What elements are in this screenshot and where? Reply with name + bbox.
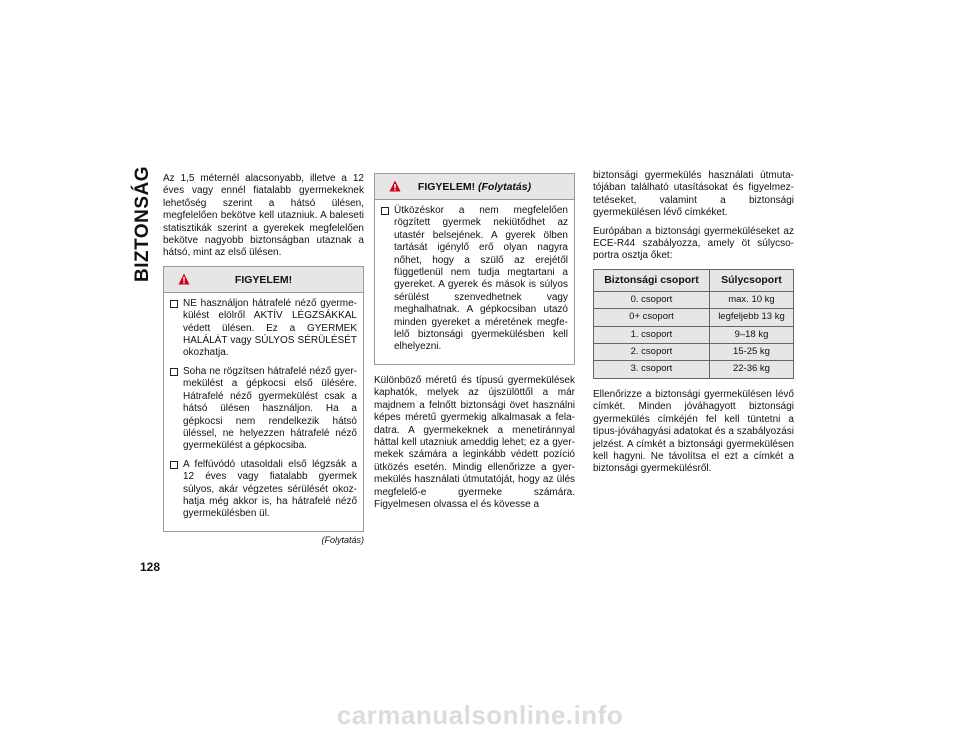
square-bullet-icon [170,368,178,376]
square-bullet-icon [170,300,178,308]
warning-item [381,205,568,354]
warning-item-text: NE használjon hátrafelé néző gyermekülést elölről AKTÍV LÉGZSÁKKAL védett ülésen. Ez a GYERMEK HALÁLÁT vagy SÚLYOS SÉRÜLÉSÉT okozhatja. [183,297,357,359]
warning-title-suffix: (Folytatás) [478,181,532,193]
continued-label: (Folytatás) [321,534,364,545]
page-number: 128 [140,560,161,574]
warning-item-text: Soha ne rögzítsen hátrafelé néző gyermekülést a gépkocsi első ülésére. Hátrafelé néző gyermekülést csak a hátsó ülésen használjon. Ha a gépkocsi nem rendelkezik hátsó üléssel, ne helyezzen hátrafelé néző gyermekülést a gépkocsiba. [183,365,357,452]
table-row [594,326,794,343]
table-header-row [594,269,794,291]
column-1 [163,173,364,546]
paragraph-2: Európában a biztonsági gyermeküléseket az ECE-R44 szabályozza, amely öt súlycsoportra osztja őket: [593,225,794,262]
column-3 [593,170,794,482]
section-title-text: BIZTONSÁG [132,165,153,283]
paragraph-1: biztonsági gyermekülés használati útmutatójában található utasításokat és figyelmeztetéseket, valamint a biztonsági gyermekülésen lévő címkéket. [593,170,794,219]
table-cell: 1. csoport [594,326,710,343]
warning-title: FIGYELEM! [234,273,293,286]
warning-item [170,459,357,521]
warning-body [164,293,363,531]
paragraph-3: Ellenőrizze a biztonsági gyermekülésen lévő címkét. Minden jóváhagyott biztonsági gyermekülés címkéjén fel kell tüntetni a típus-jóváhagyási adatokat és a szabályozási jelzést. A címkét a biztonsági gyermekülésen kell hagyni. Ne távolítsa el ezt a címkét a biztonsági gyermekülésről. [593,388,794,475]
table-cell: 2. csoport [594,344,710,361]
warning-item [170,366,357,453]
square-bullet-icon [170,461,178,469]
warning-title [375,181,574,193]
table-row [594,361,794,378]
table-row [594,344,794,361]
table-cell: 22-36 kg [709,361,793,378]
warning-box-1 [163,266,364,532]
table-cell: 0. csoport [594,291,710,308]
square-bullet-icon [381,207,389,215]
warning-box-2 [374,173,575,365]
table-cell: legfeljebb 13 kg [709,309,793,326]
warning-body [375,200,574,364]
weight-group-table [593,269,794,379]
body-paragraph: Különböző méretű és típusú gyermekülések kaphatók, melyek az újszülöttől a már majdnem a felnőtt biztonsági övet használni képes méretű gyermekig alkalmasak a feladatra. A gyermekeknek a menetiránnyal háttal kell utazniuk ameddig lehet; ez a gyermekek számára a leginkább védett pozíció ütközés esetén. Mindig ellenőrizze a gyermekülés használati útmutatóját, hogy az ülés megfelelő-e gyermeke számára. Figyelmesen olvassa el és kövesse a [374,374,575,510]
table-cell: 3. csoport [594,361,710,378]
table-cell: 0+ csoport [594,309,710,326]
table-cell: max. 10 kg [709,291,793,308]
table-cell: 15-25 kg [709,344,793,361]
watermark: carmanualsonline.info [336,700,624,730]
section-title [118,165,168,283]
warning-item [170,298,357,360]
warning-header [375,174,574,200]
intro-paragraph: Az 1,5 méternél alacsonyabb, illetve a 12 éves vagy ennél fiatalabb gyermekeknek lehetőség szerint a hátsó ülésen, megfelelően bekötve kell utazniuk. A baleseti statisztikák szerint a gyerekek megfelelően bekötve nagyobb biztonságban utaznak a hátsó, mint az első ülésen. [163,173,364,259]
table-header: Súlycsoport [709,269,793,291]
warning-item-text: A felfúvódó utasoldali első légzsák a 12 éves vagy fiatalabb gyermek súlyos, akár végzetes sérülését okozhatja még akkor is, ha hátrafelé néző gyermekülésben ül. [183,458,357,520]
warning-title-main: FIGYELEM! [417,181,476,193]
column-2 [374,173,575,517]
warning-item-text: Ütközéskor a nem megfelelően rögzített gyermek nekiütődhet az utastér belsejének. A gyerek ölben tartását igénylő erő olyan nagyra nőhet, hogy a szülő az erejétől függetlenül nem tudja megtartani a gyereket. A gyerek és mások is súlyos sérülést szenvedhetnek vagy meghalhatnak. A gépkocsiban utazó minden gyereket a méretének megfelelő biztonsági gyermekülésben kell elhelyezni. [394,205,568,353]
warning-header [164,267,363,293]
table-header: Biztonsági csoport [594,269,710,291]
table-row [594,291,794,308]
table-row [594,309,794,326]
table-cell: 9–18 kg [709,326,793,343]
